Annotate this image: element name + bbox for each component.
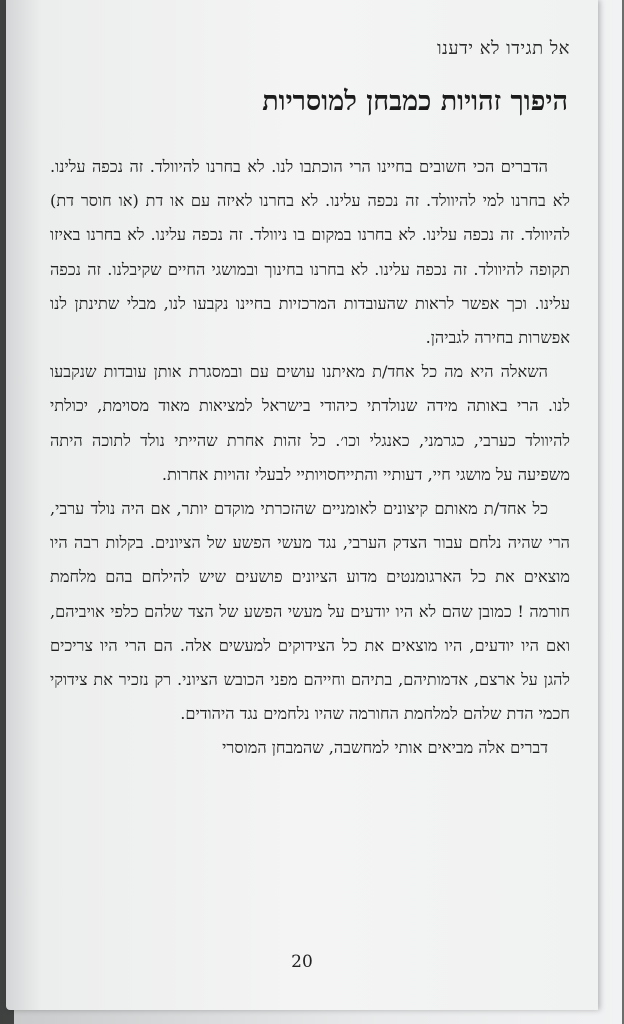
body-text xyxy=(50,150,570,766)
page-title: היפוך זהויות כמבחן למוסריות xyxy=(262,86,568,117)
running-head: אל תגידו לא ידענו xyxy=(436,38,570,59)
page-number: 20 xyxy=(291,952,313,972)
paragraph-2: השאלה היא מה כל אחד/ת מאיתנו עושים עם ובמסגרת אותן עובדות שנקבעו לנו. הרי באותה מידה שנולדתי כיהודי בישראל למציאות מאוד מסוימת, יכולתי להיוולד כערבי, כגרמני, כאנגלי וכו׳. כל זהות אחרת שהייתי נולד לתוכה היתה משפיעה על מושגי חיי, דעותיי והתייחסויותיי לבעלי זהויות אחרות. xyxy=(50,362,570,484)
paragraph-4: דברים אלה מביאים אותי למחשבה, שהמבחן המוסרי xyxy=(222,738,548,758)
paragraph-3: כל אחד/ת מאותם קיצונים לאומניים שהזכרתי מוקדם יותר, אם היה נולד ערבי, הרי שהיה נלחם עבור הצדק הערבי, נגד מעשי הפשע של הציונים. בקלות רבה היו מוצאים את כל הארגומנטים מדוע הציונים פושעים שיש להילחם בהם מלחמת חורמה ! כמובן שהם לא היו יודעים על מעשי הפשע של הצד שלהם כלפי אויביהם, ואם היו יודעים, היו מוצאים את כל הצידוקים למעשים אלה. הם הרי היו צריכים להגן על ארצם, אדמותיהם, בתיהם וחייהם מפני הכובש הציוני. רק נזכיר את צידוקי חכמי הדת שלהם למלחמת החורמה שהיו נלחמים נגד היהודים. xyxy=(50,499,570,724)
paragraph-1: הדברים הכי חשובים בחיינו הרי הוכתבו לנו. לא בחרנו להיוולד. זה נכפה עלינו. לא בחרנו למי להיוולד. זה נכפה עלינו. לא בחרנו לאיזה עם או דת (או חוסר דת) להיוולד. זה נכפה עלינו. לא בחרנו במקום בו ניוולד. זה נכפה עלינו. לא בחרנו באיזו תקופה להיוולד. זה נכפה עלינו. לא בחרנו בחינוך ובמושגי החיים שקיבלנו. זה נכפה עלינו. וכך אפשר לראות שהעובדות המרכזיות בחיינו נקבעו לנו, מבלי שתינתן לנו אפשרות בחירה לגביהן. xyxy=(50,157,570,348)
book-page xyxy=(6,0,598,1010)
